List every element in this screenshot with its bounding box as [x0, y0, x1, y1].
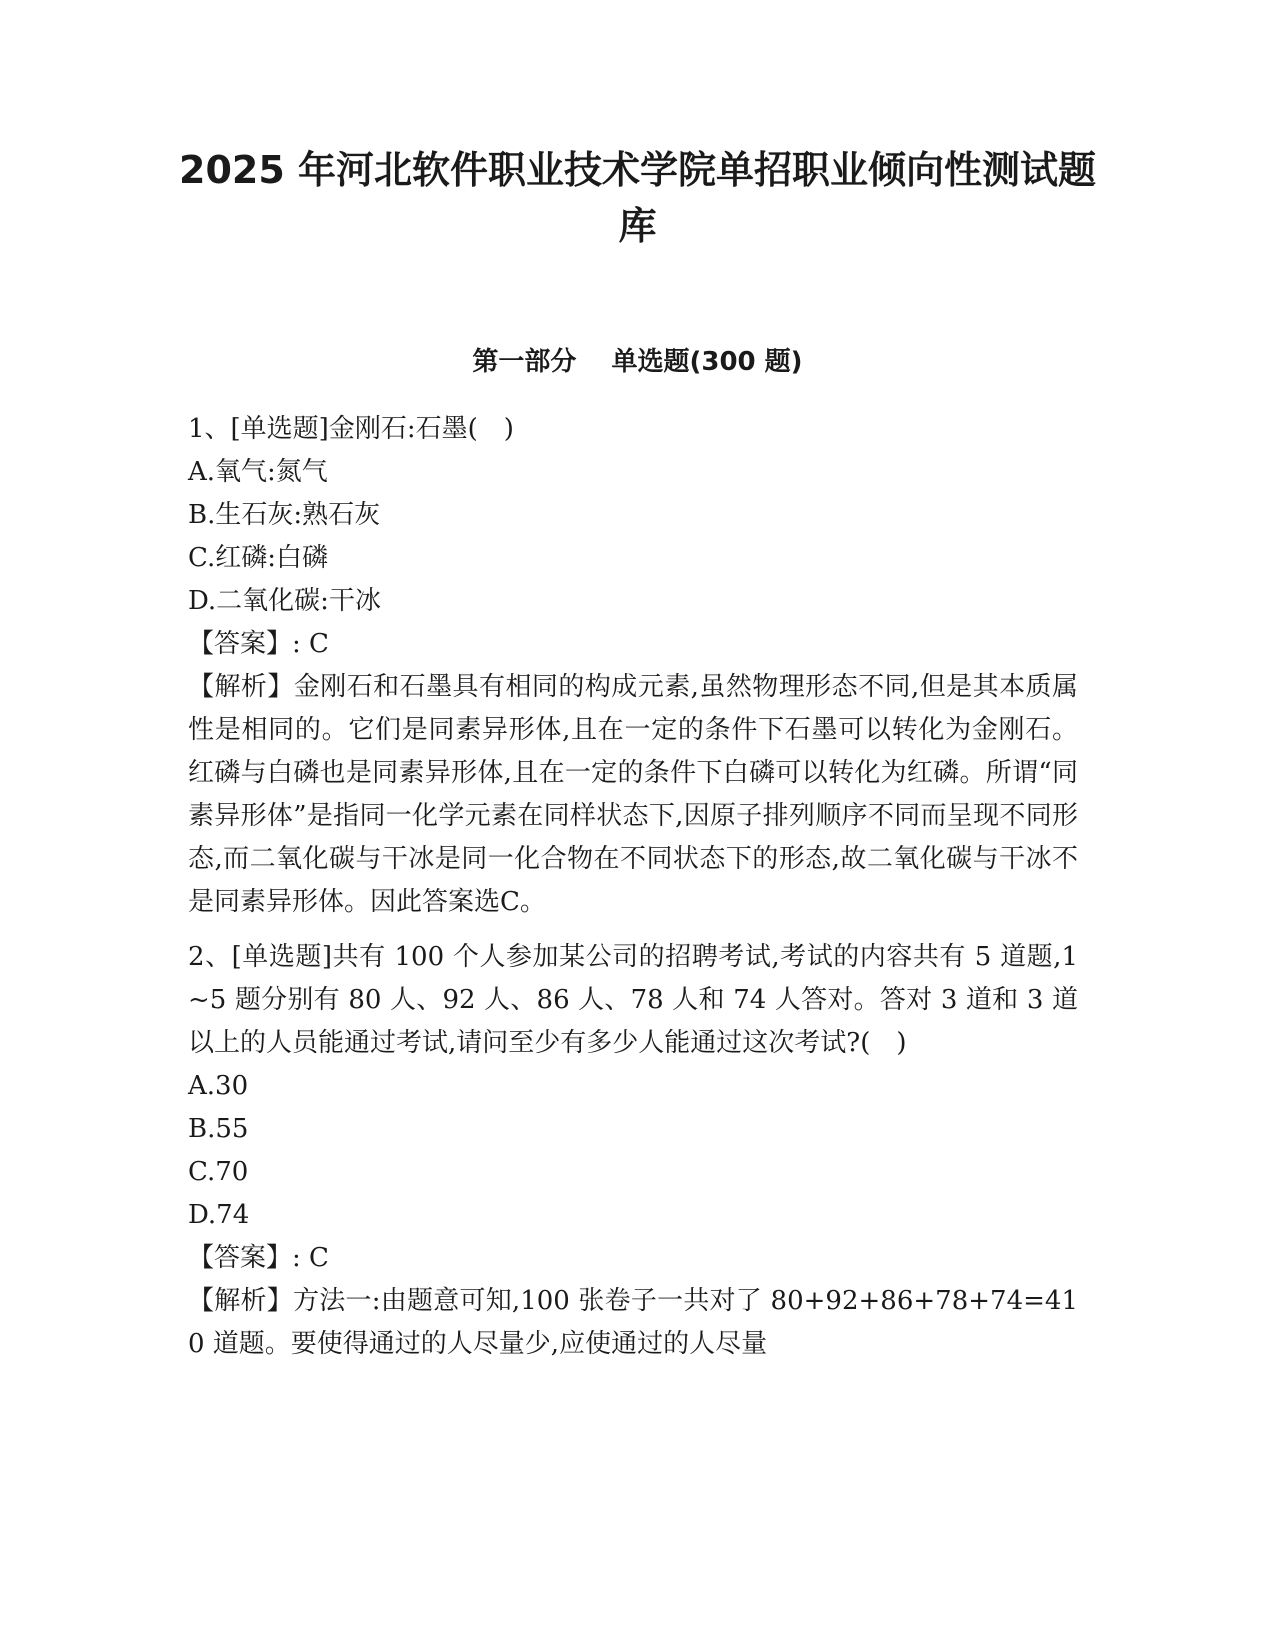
- question-option: B.55: [188, 1114, 249, 1144]
- question-option: C.红磷:白磷: [188, 543, 328, 573]
- question-answer: 【答案】: C: [188, 629, 329, 659]
- question-stem: 2、[单选题]共有 100 个人参加某公司的招聘考试,考试的内容共有 5 道题,1~5 题分别有 80 人、92 人、86 人、78 人和 74 人答对。答对 3 道和 3 道以上的人员能通过考试,请问至少有多少人能通过这次考试?( ): [188, 942, 1078, 1058]
- question-option: C.70: [188, 1157, 249, 1187]
- question-option: D.二氧化碳:干冰: [188, 586, 381, 616]
- document-title-line-2: 库: [618, 204, 657, 248]
- question-option: A.30: [188, 1071, 249, 1101]
- question-answer: 【答案】: C: [188, 1243, 329, 1273]
- document-title-line-1: 2025 年河北软件职业技术学院单招职业倾向性测试题: [179, 148, 1096, 192]
- question-option: A.氧气:氮气: [188, 457, 328, 487]
- question-option: D.74: [188, 1200, 250, 1230]
- question-list: [188, 408, 1078, 1366]
- question-explanation: 【解析】方法一:由题意可知,100 张卷子一共对了 80+92+86+78+74=410 道题。要使得通过的人尽量少,应使通过的人尽量: [188, 1286, 1078, 1359]
- question-item: [188, 936, 1078, 1366]
- question-explanation: 【解析】金刚石和石墨具有相同的构成元素,虽然物理形态不同,但是其本质属性是相同的。它们是同素异形体,且在一定的条件下石墨可以转化为金刚石。红磷与白磷也是同素异形体,且在一定的条件下白磷可以转化为红磷。所谓“同素异形体”是指同一化学元素在同样状态下,因原子排列顺序不同而呈现不同形态,而二氧化碳与干冰是同一化合物在不同状态下的形态,故二氧化碳与干冰不是同素异形体。因此答案选C。: [188, 672, 1078, 917]
- document-title: [150, 142, 1125, 254]
- section-heading: 第一部分 单选题(300 题): [472, 347, 803, 377]
- question-item: [188, 408, 1078, 924]
- question-option: B.生石灰:熟石灰: [188, 500, 381, 530]
- question-stem: 1、[单选题]金刚石:石墨( ): [188, 414, 514, 444]
